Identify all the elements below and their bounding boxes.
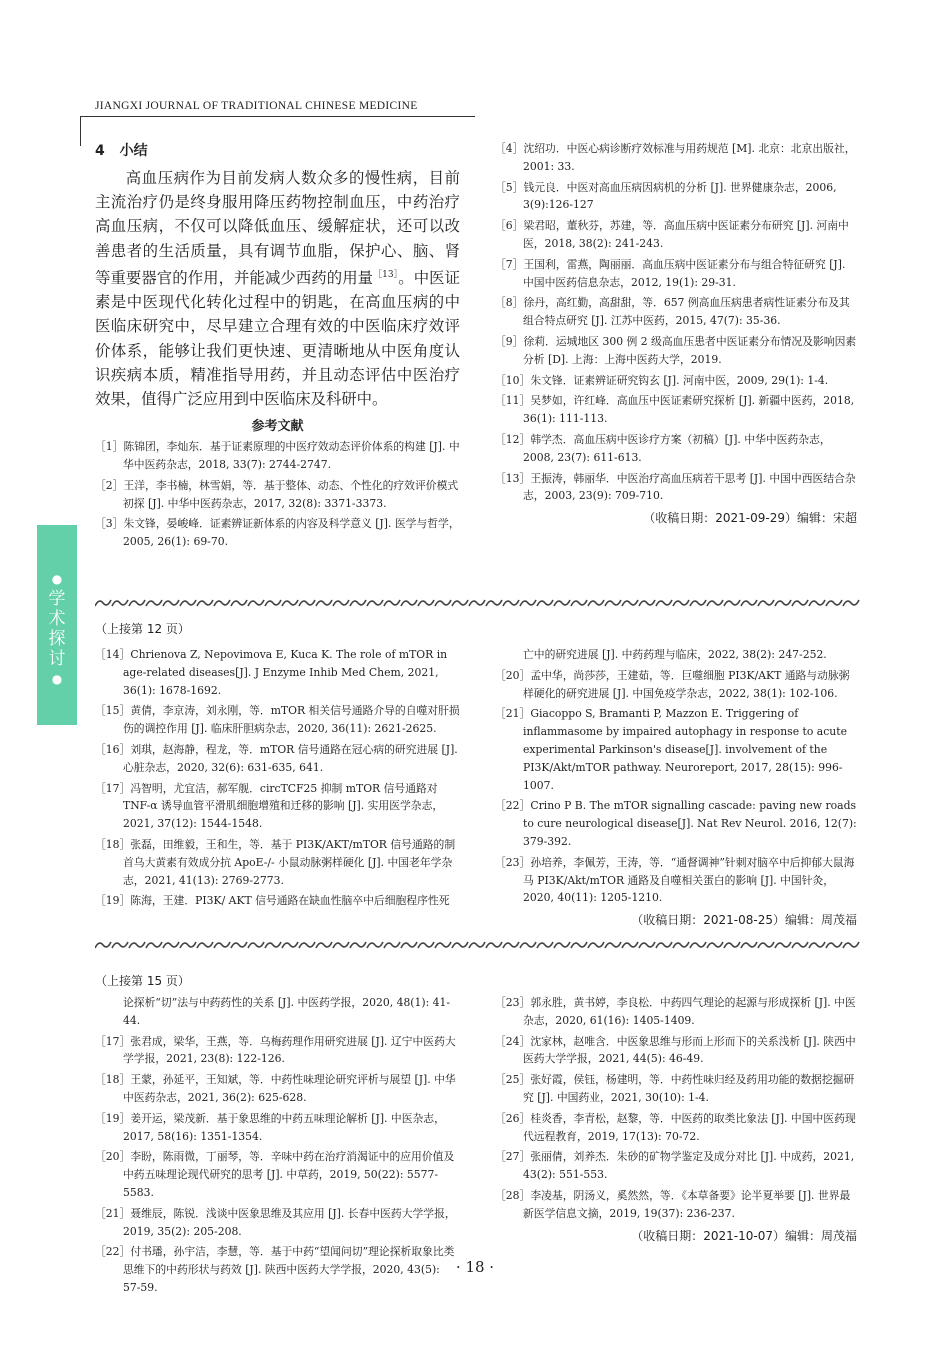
reference-item: ［26］桂炎香，李青松，赵黎，等．中医药的取类比象法 [J]. 中国中医药现代远程教育，2019, 17(13): 70-72.: [495, 1111, 856, 1143]
references-list-left-2: [95, 646, 460, 910]
references-column-right-2: [495, 646, 857, 928]
received-date-2: （收稿日期：2021-08-25）编辑：周茂福: [631, 913, 857, 928]
section-side-tab: [37, 525, 77, 725]
header-rule: [80, 116, 475, 117]
received-date-3: （收稿日期：2021-10-07）编辑：周茂福: [631, 1228, 857, 1243]
reference-item: ［18］张磊，田维毅，王和生，等．基于 PI3K/AKT/mTOR 信号通路的制首乌大黄素有效成分抗 ApoE-/- 小鼠动脉粥样硬化 [J]. 中国老年学杂志，2021, 41(13): 2769-2773.: [95, 837, 456, 887]
summary-column: [95, 140, 460, 554]
reference-item: ［19］姜开运，梁茂新．基于象思维的中药五味理论解析 [J]. 中医杂志，2017, 58(16): 1351-1354.: [95, 1111, 445, 1143]
references-column-right-3: [495, 994, 857, 1244]
summary-paragraph: [95, 166, 460, 411]
continued-note-15: （上接第 15 页）: [95, 974, 190, 988]
summary-text-a: 高血压病作为目前发病人数众多的慢性病，目前主流治疗仍是终身服用降压药物控制血压，中药治疗高血压病，不仅可以降低血压、缓解症状，还可以改善患者的生活质量，具有调节血脂，保护心、脑、肾等重要器官的作用，并能减少西药的用量: [95, 169, 460, 287]
reference-item: ［7］王国利，雷燕，陶丽丽．高血压病中医证素分布与组合特征研究 [J]. 中国中医药信息杂志，2012, 19(1): 29-31.: [495, 257, 846, 289]
reference-continuation: 亡中的研究进展 [J]. 中药药理与临床，2022, 38(2): 247-252.: [523, 648, 827, 661]
reference-item: ［22］Crino P B. The mTOR signalling cascade: paving new roads to cure neurological disease[J]. Nat Rev Neurol. 2016, 12(7): 379-392.: [495, 799, 857, 848]
references-column-left-3: [95, 994, 460, 1300]
reference-item: ［21］聂维辰，陈锐．浅谈中医象思维及其应用 [J]. 长春中医药大学学报，2019, 35(2): 205-208.: [95, 1206, 456, 1238]
references-list-right: [495, 140, 857, 505]
reference-item: ［3］朱文锋，晏峻峰．证素辨证新体系的内容及科学意义 [J]. 医学与哲学，2005, 26(1): 69-70.: [95, 517, 460, 549]
reference-item: ［21］Giacoppo S, Bramanti P, Mazzon E. Triggering of inflammasome by impaired autophagy in response to acute experimental Parkinson's disease[J]. involvement of the PI3K/Akt/mTOR pathway. Neuroreport, 2017, 28(15): 996-1007.: [495, 707, 847, 792]
references-heading: 参考文献: [251, 419, 304, 435]
reference-item: ［18］王蒙，孙延平，王知斌，等．中药性味理论研究评析与展望 [J]. 中华中医药杂志，2021, 36(2): 625-628.: [95, 1073, 456, 1104]
reference-continuation: 论探析“切”法与中药药性的关系 [J]. 中医药学报，2020, 48(1): 41-44.: [123, 996, 451, 1027]
section-number: 4: [95, 143, 105, 159]
references-column-left-2: [95, 646, 460, 913]
reference-item: ［14］Chrienova Z, Nepovimova E, Kuca K. The role of mTOR in age-related diseases[J]. J Enzyme Inhib Med Chem, 2021, 36(1): 1678-1692.: [95, 648, 448, 697]
reference-item: ［17］冯智明，尤宜洁，郝军舰．circTCF25 抑制 mTOR 信号通路对 TNF-α 诱导血管平滑肌细胞增殖和迁移的影响 [J]. 实用医学杂志，2021, 37(12): 1544-1548.: [95, 781, 444, 831]
reference-item: ［13］王振涛，韩丽华．中医治疗高血压病若干思考 [J]. 中国中西医结合杂志，2003, 23(9): 709-710.: [495, 471, 856, 503]
section-heading: [95, 140, 460, 160]
section-divider-2: [95, 938, 860, 952]
journal-header: JIANGXI JOURNAL OF TRADITIONAL CHINESE MEDICINE: [95, 100, 418, 112]
reference-item: ［23］郭永胜，黄书婷，李良松．中药四气理论的起源与形成探析 [J]. 中医杂志，2020, 61(16): 1405-1409.: [495, 996, 856, 1027]
summary-text-b: 。中医证素是中医现代化转化过程中的钥匙，在高血压病的中医临床研究中，尽早建立合理有效的中医临床疗效评价体系，能够让我们更快速、更清晰地从中医角度认识疾病本质，精准指导用药，并且动态评估中医治疗效果，值得广泛应用到中医临床及科研中。: [95, 268, 460, 408]
tab-dot-top: ●: [51, 572, 63, 586]
reference-item: ［15］黄倩，李京涛，刘永刚，等．mTOR 相关信号通路介导的自噬对肝损伤的调控作用 [J]. 临床肝胆病杂志，2020, 36(11): 2621-2625.: [95, 704, 460, 736]
reference-item: ［17］张君成，梁华，王燕，等．乌梅药理作用研究进展 [J]. 辽宁中医药大学学报，2021, 23(8): 122-126.: [95, 1034, 456, 1066]
reference-item: ［27］张丽倩，刘养杰．朱砂的矿物学鉴定及成分对比 [J]. 中成药，2021, 43(2): 551-553.: [495, 1150, 855, 1182]
reference-item: ［9］徐莉．运城地区 300 例 2 级高血压患者中医证素分布情况及影响因素分析 [D]. 上海：上海中医药大学，2019.: [495, 334, 857, 366]
reference-item: ［20］李盼，陈雨微，丁丽琴，等．辛味中药在治疗消渴证中的应用价值及中药五味理论现代研究的思考 [J]. 中草药，2019, 50(22): 5577-5583.: [95, 1150, 455, 1199]
page-number: · 18 ·: [455, 1258, 495, 1276]
references-list-right-2: [495, 667, 857, 907]
reference-item: ［6］梁君昭，董秋芬，苏建，等．高血压病中医证素分布研究 [J]. 河南中医，2018, 38(2): 241-243.: [495, 219, 849, 250]
reference-item: ［25］张好霞，侯钰，杨建明，等．中药性味归经及药用功能的数据挖掘研究 [J]. 中国药业，2021, 30(10): 1-4.: [495, 1073, 855, 1104]
reference-item: ［10］朱文锋．证素辨证研究钩玄 [J]. 河南中医，2009, 29(1): 1-4.: [495, 373, 829, 387]
citation-13: ［13］: [373, 269, 399, 280]
reference-item: ［23］孙培养，李佩芳，王涛，等．“通督调神”针刺对脑卒中后抑郁大鼠海马 PI3K/Akt/mTOR 通路及自噬相关蛋白的影响 [J]. 中国针灸，2020, 40(11): 1205-1210.: [495, 855, 855, 905]
tab-dot-bottom: ●: [51, 672, 63, 686]
reference-item: ［2］王洋，李书楠，林雪娟，等．基于整体、动态、个性化的疗效评价模式初探 [J]. 中华中医药杂志，2017, 32(8): 3371-3373.: [95, 478, 459, 510]
references-column-right: [495, 140, 857, 526]
section-divider-1: [95, 596, 860, 610]
reference-item: ［12］韩学杰．高血压病中医诊疗方案（初稿）[J]. 中华中医药杂志，2008, 23(7): 611-613.: [495, 432, 831, 464]
tab-label: 学 术 探 讨: [48, 589, 66, 669]
reference-item: ［28］李凌基，阴汤义，奚然然，等．《本草备要》论半夏举要 [J]. 世界最新医学信息文摘，2019, 19(37): 236-237.: [495, 1188, 851, 1220]
references-list-right-3: [495, 994, 857, 1223]
reference-item: ［16］刘琪，赵海静，程龙，等．mTOR 信号通路在冠心病的研究进展 [J]. 心脏杂志，2020, 32(6): 631-635, 641.: [95, 742, 458, 774]
header-left-rule: [80, 116, 81, 146]
reference-item: ［11］吴梦如，许红峰．高血压中医证素研究探析 [J]. 新疆中医药，2018, 36(1): 111-113.: [495, 394, 855, 426]
reference-item: ［19］陈海，王建．PI3K/ AKT 信号通路在缺血性脑卒中后细胞程序性死: [95, 894, 450, 908]
reference-item: ［22］付书璠，孙宇洁，李慧，等．基于中药“望闻问切”理论探析取象比类思维下的中药形状与药效 [J]. 陕西中医药大学学报，2020, 43(5): 57-59.: [95, 1245, 455, 1294]
reference-item: ［8］徐丹，高红勤，高甜甜，等．657 例高血压病患者病性证素分布及其组合特点研究 [J]. 江苏中医药，2015, 47(7): 35-36.: [495, 296, 850, 328]
reference-item: ［5］钱元良．中医对高血压病因病机的分析 [J]. 世界健康杂志，2006, 3(9):126-127: [495, 180, 837, 212]
reference-item: ［20］孟中华，尚莎莎，王建茹，等．巨噬细胞 PI3K/AKT 通路与动脉粥样硬化的研究进展 [J]. 中国免疫学杂志，2022, 38(1): 102-106.: [495, 668, 850, 700]
reference-item: ［4］沈绍功．中医心病诊断疗效标准与用药规范 [M]. 北京：北京出版社，2001: 33.: [495, 142, 856, 173]
continued-note-12: （上接第 12 页）: [95, 622, 190, 636]
section-title: 小结: [119, 143, 148, 159]
received-date-1: （收稿日期：2021-09-29）编辑：宋超: [643, 511, 857, 526]
references-list-left: [95, 438, 460, 551]
reference-item: ［1］陈锦团，李灿东．基于证素原理的中医疗效动态评价体系的构建 [J]. 中华中医药杂志，2018, 33(7): 2744-2747.: [95, 440, 460, 471]
reference-item: ［24］沈家林，赵唯含．中医象思维与形而上形而下的关系浅析 [J]. 陕西中医药大学学报，2021, 44(5): 46-49.: [495, 1034, 856, 1066]
